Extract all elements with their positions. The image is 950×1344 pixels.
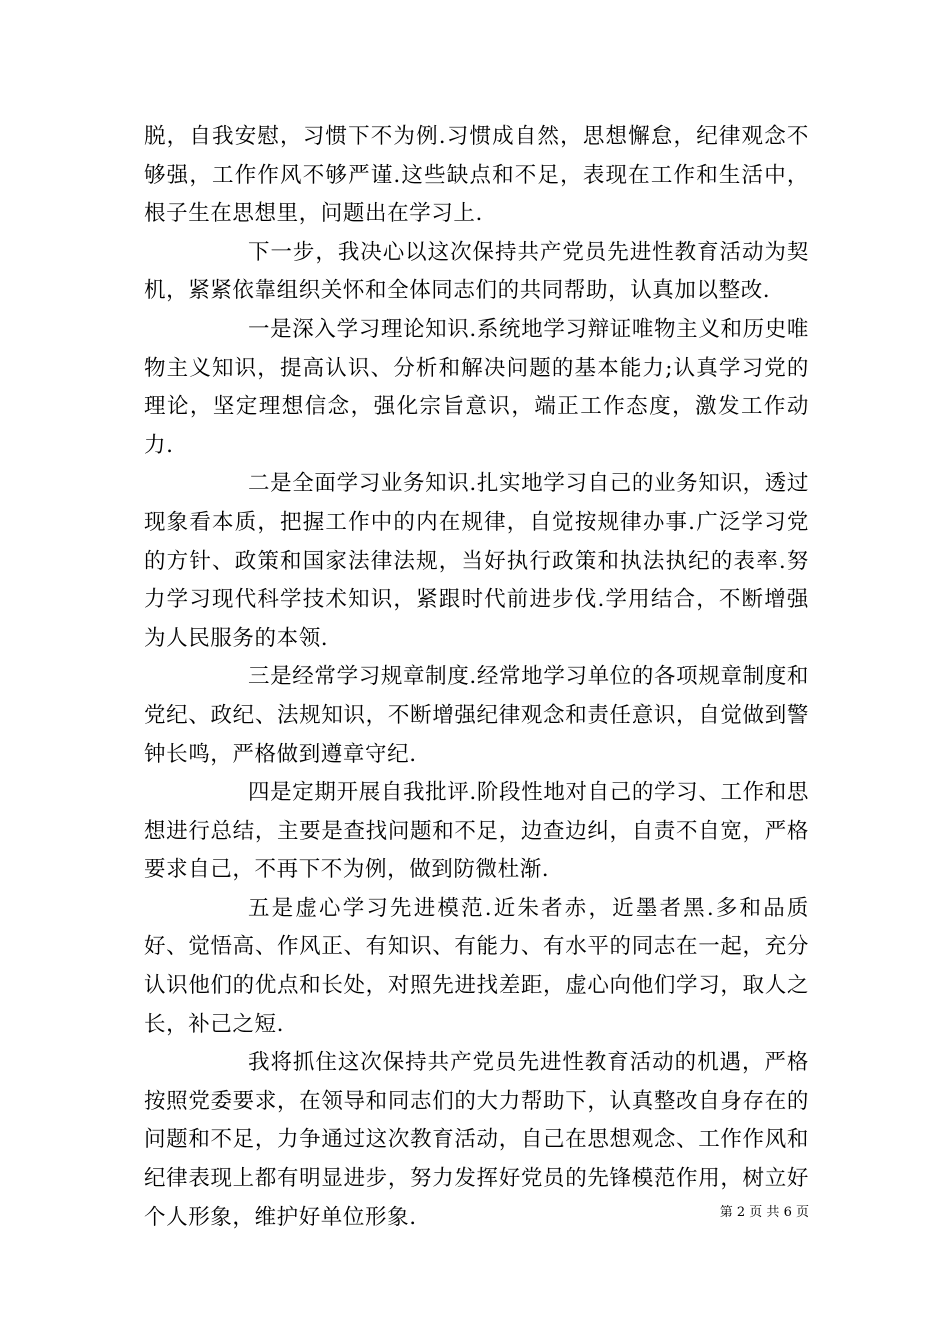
footer-prefix: 第 <box>719 1205 733 1220</box>
paragraph-4: 二是全面学习业务知识.扎实地学习自己的业务知识，透过现象看本质，把握工作中的内在规律，自觉按规律办事.广泛学习党的方针、政策和国家法律法规，当好执行政策和执法执纪的表率.努力学习现代科学技术知识，紧跟时代前进步伐.学用结合，不断增强为人民服务的本领. <box>144 471 809 651</box>
paragraph-7: 五是虚心学习先进模范.近朱者赤，近墨者黑.多和品质好、觉悟高、作风正、有知识、有能力、有水平的同志在一起，充分认识他们的优点和长处，对照先进找差距，虚心向他们学习，取人之长，补己之短. <box>144 895 809 1037</box>
footer-middle: 页 共 <box>749 1205 780 1220</box>
footer-current-page: 2 <box>736 1205 746 1220</box>
paragraph-5: 三是经常学习规章制度.经常地学习单位的各项规章制度和党纪、政纪、法规知识，不断增强纪律观念和责任意识，自觉做到警钟长鸣，严格做到遵章守纪. <box>144 664 809 767</box>
paragraph-6: 四是定期开展自我批评.阶段性地对自己的学习、工作和思想进行总结，主要是查找问题和不足，边查边纠，自责不自宽，严格要求自己，不再下不为例，做到防微杜渐. <box>144 780 809 883</box>
page-footer <box>700 1203 809 1223</box>
paragraph-3: 一是深入学习理论知识.系统地学习辩证唯物主义和历史唯物主义知识，提高认识、分析和解决问题的基本能力;认真学习党的理论，坚定理想信念，强化宗旨意识，端正工作态度，激发工作动力. <box>144 316 809 458</box>
paragraph-8: 我将抓住这次保持共产党员先进性教育活动的机遇，严格按照党委要求，在领导和同志们的大力帮助下，认真整改自身存在的问题和不足，力争通过这次教育活动，自己在思想观念、工作作风和纪律表现上都有明显进步，努力发挥好党员的先锋模范作用，树立好个人形象，维护好单位形象. <box>144 1050 809 1230</box>
paragraph-2: 下一步，我决心以这次保持共产党员先进性教育活动为契机，紧紧依靠组织关怀和全体同志们的共同帮助，认真加以整改. <box>144 239 809 304</box>
body-text <box>144 118 809 1237</box>
footer-total-pages: 6 <box>783 1205 792 1220</box>
paragraph-1: 脱，自我安慰，习惯下不为例.习惯成自然，思想懈怠，纪律观念不够强，工作作风不够严谨.这些缺点和不足，表现在工作和生活中，根子生在思想里，问题出在学习上. <box>144 124 809 227</box>
footer-suffix: 页 <box>795 1205 809 1220</box>
